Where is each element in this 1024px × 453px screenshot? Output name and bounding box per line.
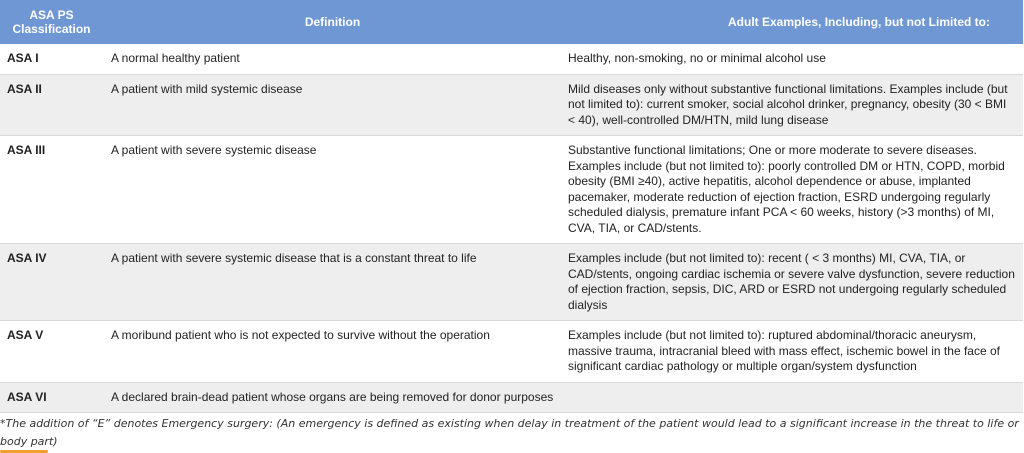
- table-body: [0, 44, 1023, 413]
- classification-cell: ASA I: [0, 44, 103, 74]
- examples-cell: Mild diseases only without substantive functional limitations. Examples include (but not limited to): current smoker, social alcohol drinker, pregnancy, obesity (30 < BMI < 40), well-controlled DM/HTN, mild lung disease: [562, 74, 1023, 136]
- header-classification: ASA PS Classification: [0, 0, 103, 44]
- table-row: [0, 44, 1023, 74]
- emergency-footnote: *The addition of “E” denotes Emergency surgery: (An emergency is defined as existing when delay in treatment of the patient would lead to a significant increase in the threat to life or body part): [0, 417, 1019, 448]
- definition-cell: A normal healthy patient: [103, 44, 562, 74]
- classification-cell: ASA VI: [0, 382, 103, 413]
- definition-cell: A moribund patient who is not expected to survive without the operation: [103, 321, 562, 383]
- header-row: [0, 0, 1023, 44]
- classification-cell: ASA IV: [0, 244, 103, 321]
- table-header: [0, 0, 1023, 44]
- classification-cell: ASA III: [0, 136, 103, 244]
- examples-cell: Examples include (but not limited to): recent ( < 3 months) MI, CVA, TIA, or CAD/stents, ongoing cardiac ischemia or severe valve dysfunction, severe reduction of ejection fraction, sepsis, DIC, ARD or ESRD not undergoing regularly scheduled dialysis: [562, 244, 1023, 321]
- table-row: [0, 321, 1023, 383]
- table-row: [0, 74, 1023, 136]
- classification-cell: ASA V: [0, 321, 103, 383]
- header-definition: Definition: [103, 0, 562, 44]
- definition-cell: A patient with severe systemic disease that is a constant threat to life: [103, 244, 562, 321]
- header-examples: Adult Examples, Including, but not Limited to:: [562, 0, 1023, 44]
- definition-cell: A patient with mild systemic disease: [103, 74, 562, 136]
- examples-cell: [562, 382, 1023, 413]
- examples-cell: Healthy, non-smoking, no or minimal alcohol use: [562, 44, 1023, 74]
- definition-cell: A declared brain-dead patient whose organs are being removed for donor purposes: [103, 382, 562, 413]
- definition-cell: A patient with severe systemic disease: [103, 136, 562, 244]
- table-row: [0, 136, 1023, 244]
- examples-cell: Examples include (but not limited to): ruptured abdominal/thoracic aneurysm, massive trauma, intracranial bleed with mass effect, ischemic bowel in the face of significant cardiac pathology or multiple organ/system dysfunction: [562, 321, 1023, 383]
- table-row: [0, 382, 1023, 413]
- table-row: [0, 244, 1023, 321]
- classification-cell: ASA II: [0, 74, 103, 136]
- examples-cell: Substantive functional limitations; One or more moderate to severe diseases. Examples include (but not limited to): poorly controlled DM or HTN, COPD, morbid obesity (BMI ≥40), active hepatitis, alcohol dependence or abuse, implanted pacemaker, moderate reduction of ejection fraction, ESRD undergoing regularly scheduled dialysis, premature infant PCA < 60 weeks, history (>3 months) of MI, CVA, TIA, or CAD/stents.: [562, 136, 1023, 244]
